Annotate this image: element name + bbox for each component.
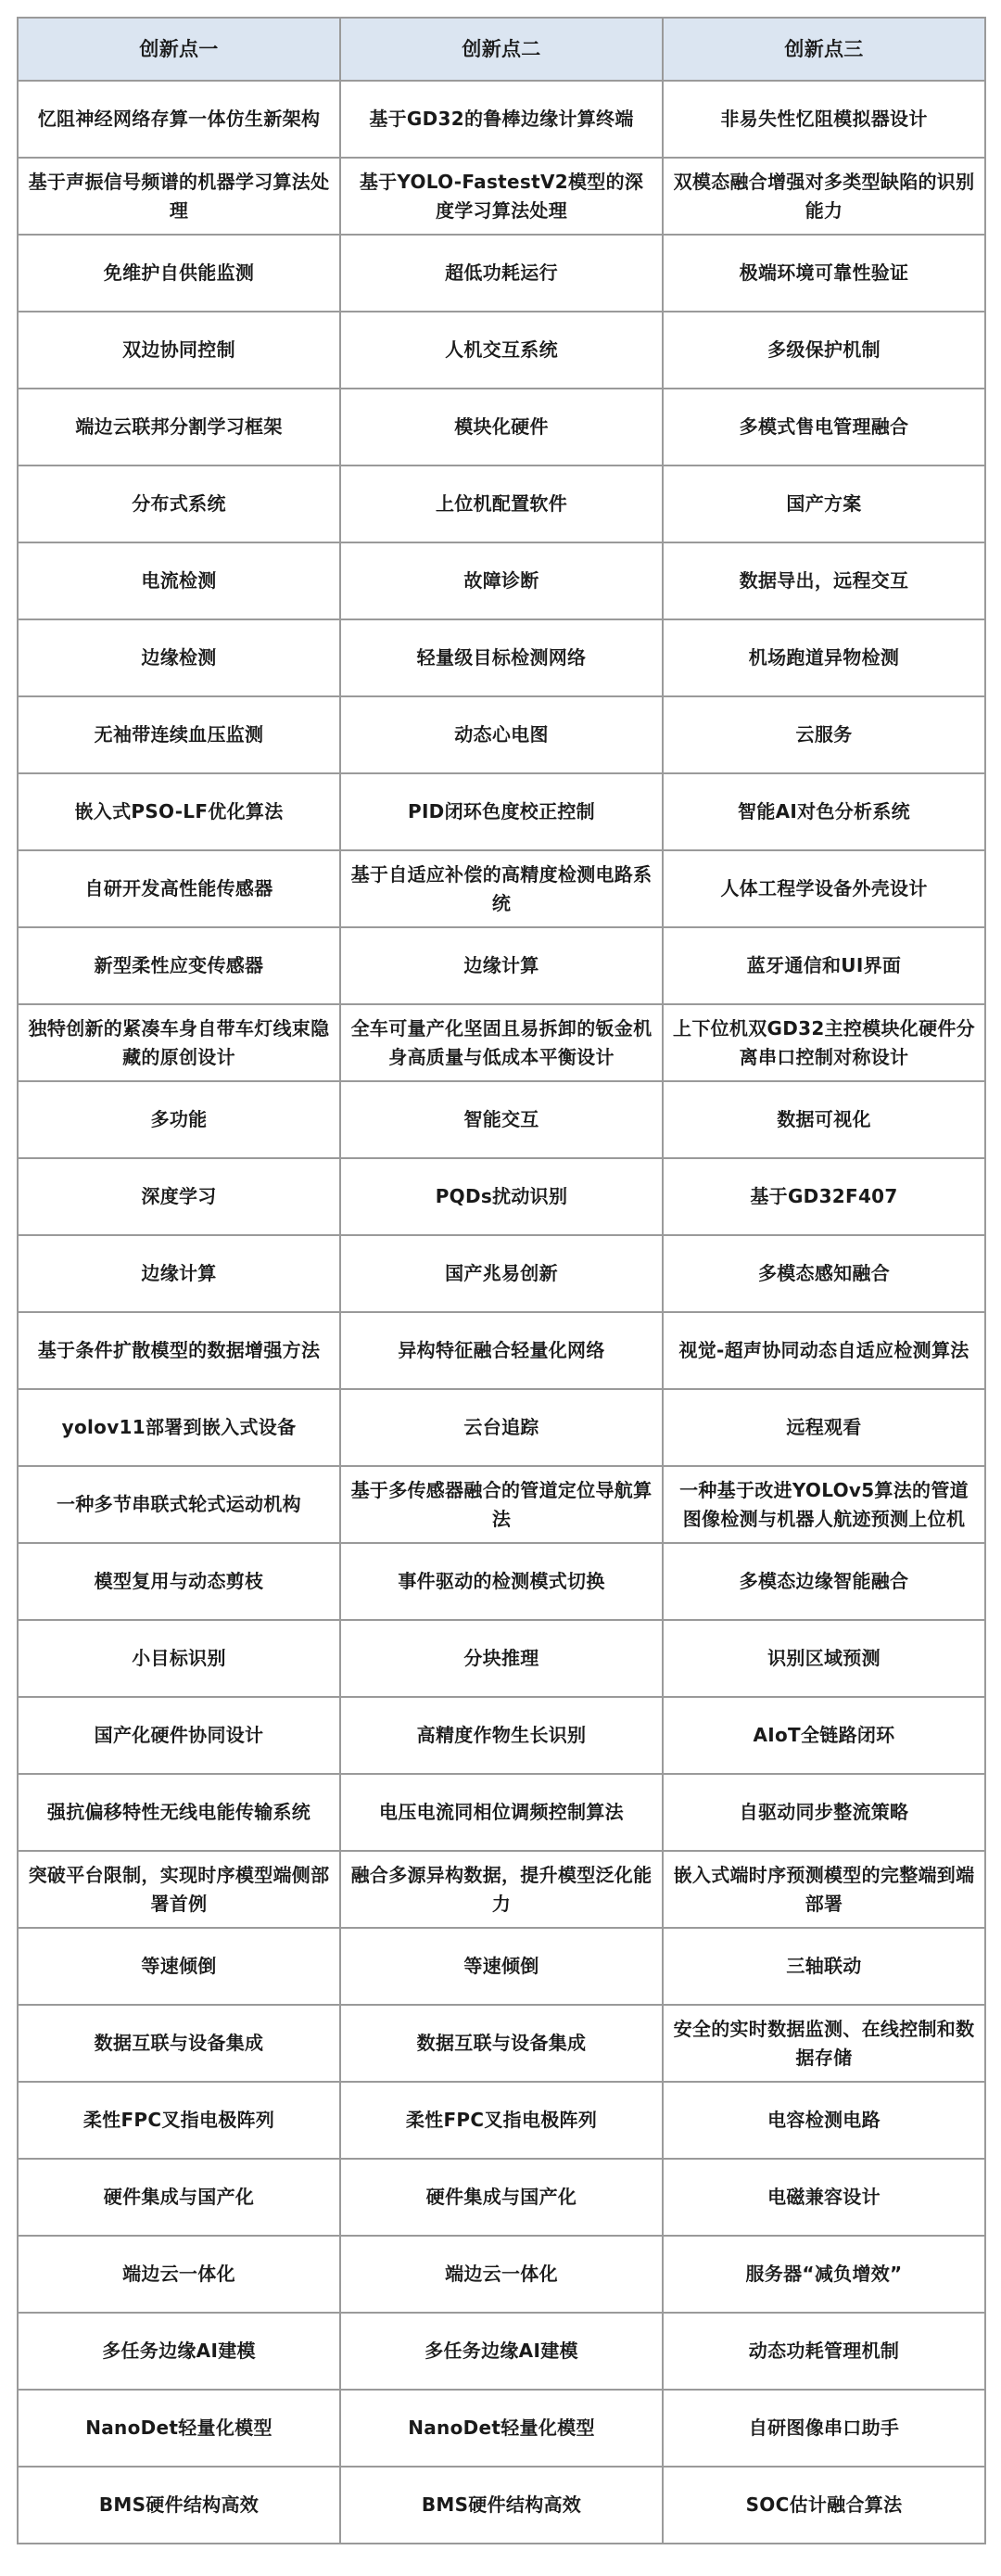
table-cell-innovation-1: 端边云一体化 — [18, 2236, 340, 2313]
table-row — [18, 2236, 985, 2313]
innovation-points-table — [17, 17, 986, 2544]
table-cell-innovation-3: 非易失性忆阻模拟器设计 — [663, 81, 985, 158]
table-row — [18, 2005, 985, 2082]
table-cell-innovation-1: 边缘计算 — [18, 1235, 340, 1312]
table-cell-innovation-2: 基于多传感器融合的管道定位导航算法 — [340, 1466, 663, 1543]
table-cell-innovation-3: 双模态融合增强对多类型缺陷的识别能力 — [663, 158, 985, 235]
table-cell-innovation-2: 全车可量产化坚固且易拆卸的钣金机身高质量与低成本平衡设计 — [340, 1004, 663, 1081]
table-row — [18, 773, 985, 850]
table-cell-innovation-2: 基于YOLO-FastestV2模型的深度学习算法处理 — [340, 158, 663, 235]
table-cell-innovation-3: 动态功耗管理机制 — [663, 2313, 985, 2390]
table-cell-innovation-2: 智能交互 — [340, 1081, 663, 1158]
table-row — [18, 1851, 985, 1928]
table-cell-innovation-1: 分布式系统 — [18, 465, 340, 542]
table-cell-innovation-1: 独特创新的紧凑车身自带车灯线束隐藏的原创设计 — [18, 1004, 340, 1081]
table-cell-innovation-2: 电压电流同相位调频控制算法 — [340, 1774, 663, 1851]
table-cell-innovation-1: 强抗偏移特性无线电能传输系统 — [18, 1774, 340, 1851]
table-cell-innovation-1: 多功能 — [18, 1081, 340, 1158]
table-cell-innovation-3: 多模态边缘智能融合 — [663, 1543, 985, 1620]
table-cell-innovation-2: 数据互联与设备集成 — [340, 2005, 663, 2082]
table-row — [18, 1620, 985, 1697]
table-row — [18, 2159, 985, 2236]
table-cell-innovation-2: 模块化硬件 — [340, 389, 663, 465]
header-innovation-3: 创新点三 — [663, 18, 985, 81]
table-cell-innovation-3: 基于GD32F407 — [663, 1158, 985, 1235]
table-row — [18, 1389, 985, 1466]
table-cell-innovation-1: 一种多节串联式轮式运动机构 — [18, 1466, 340, 1543]
table-cell-innovation-3: AIoT全链路闭环 — [663, 1697, 985, 1774]
table-row — [18, 81, 985, 158]
table-cell-innovation-2: 事件驱动的检测模式切换 — [340, 1543, 663, 1620]
table-cell-innovation-3: 自研图像串口助手 — [663, 2390, 985, 2467]
table-cell-innovation-2: 融合多源异构数据，提升模型泛化能力 — [340, 1851, 663, 1928]
table-cell-innovation-3: 云服务 — [663, 696, 985, 773]
table-row — [18, 465, 985, 542]
table-cell-innovation-1: 柔性FPC叉指电极阵列 — [18, 2082, 340, 2159]
table-cell-innovation-2: 故障诊断 — [340, 542, 663, 619]
table-cell-innovation-3: 上下位机双GD32主控模块化硬件分离串口控制对称设计 — [663, 1004, 985, 1081]
table-cell-innovation-3: 多级保护机制 — [663, 312, 985, 389]
table-cell-innovation-2: 高精度作物生长识别 — [340, 1697, 663, 1774]
table-cell-innovation-1: 双边协同控制 — [18, 312, 340, 389]
table-cell-innovation-2: 柔性FPC叉指电极阵列 — [340, 2082, 663, 2159]
table-row — [18, 619, 985, 696]
table-cell-innovation-3: 识别区域预测 — [663, 1620, 985, 1697]
table-cell-innovation-3: 三轴联动 — [663, 1928, 985, 2005]
table-cell-innovation-1: BMS硬件结构高效 — [18, 2467, 340, 2544]
table-cell-innovation-1: 无袖带连续血压监测 — [18, 696, 340, 773]
table-row — [18, 1774, 985, 1851]
table-cell-innovation-2: PQDs扰动识别 — [340, 1158, 663, 1235]
table-cell-innovation-2: 轻量级目标检测网络 — [340, 619, 663, 696]
table-cell-innovation-3: 视觉-超声协同动态自适应检测算法 — [663, 1312, 985, 1389]
table-cell-innovation-2: 国产兆易创新 — [340, 1235, 663, 1312]
table-row — [18, 1543, 985, 1620]
table-cell-innovation-1: 基于条件扩散模型的数据增强方法 — [18, 1312, 340, 1389]
table-body — [18, 81, 985, 2544]
table-cell-innovation-2: PID闭环色度校正控制 — [340, 773, 663, 850]
table-row — [18, 1312, 985, 1389]
table-cell-innovation-1: yolov11部署到嵌入式设备 — [18, 1389, 340, 1466]
table-cell-innovation-1: 模型复用与动态剪枝 — [18, 1543, 340, 1620]
table-cell-innovation-3: 一种基于改进YOLOv5算法的管道图像检测与机器人航迹预测上位机 — [663, 1466, 985, 1543]
table-cell-innovation-3: 智能AI对色分析系统 — [663, 773, 985, 850]
table-row — [18, 389, 985, 465]
table-cell-innovation-3: 多模式售电管理融合 — [663, 389, 985, 465]
header-innovation-1: 创新点一 — [18, 18, 340, 81]
table-cell-innovation-2: 超低功耗运行 — [340, 235, 663, 312]
table-cell-innovation-2: 人机交互系统 — [340, 312, 663, 389]
table-cell-innovation-3: 自驱动同步整流策略 — [663, 1774, 985, 1851]
table-cell-innovation-1: 硬件集成与国产化 — [18, 2159, 340, 2236]
table-cell-innovation-1: 电流检测 — [18, 542, 340, 619]
table-cell-innovation-2: 异构特征融合轻量化网络 — [340, 1312, 663, 1389]
table-cell-innovation-3: 数据可视化 — [663, 1081, 985, 1158]
table-row — [18, 1235, 985, 1312]
table-row — [18, 1081, 985, 1158]
table-row — [18, 542, 985, 619]
table-row — [18, 1158, 985, 1235]
table-cell-innovation-2: 云台追踪 — [340, 1389, 663, 1466]
header-row — [18, 18, 985, 81]
table-header — [18, 18, 985, 81]
table-cell-innovation-3: 电磁兼容设计 — [663, 2159, 985, 2236]
table-cell-innovation-1: 多任务边缘AI建模 — [18, 2313, 340, 2390]
table-cell-innovation-3: 极端环境可靠性验证 — [663, 235, 985, 312]
table-cell-innovation-3: 多模态感知融合 — [663, 1235, 985, 1312]
table-cell-innovation-1: 突破平台限制，实现时序模型端侧部署首例 — [18, 1851, 340, 1928]
table-cell-innovation-1: 数据互联与设备集成 — [18, 2005, 340, 2082]
table-cell-innovation-1: 免维护自供能监测 — [18, 235, 340, 312]
table-cell-innovation-1: 端边云联邦分割学习框架 — [18, 389, 340, 465]
table-cell-innovation-2: 端边云一体化 — [340, 2236, 663, 2313]
table-cell-innovation-2: 基于自适应补偿的高精度检测电路系统 — [340, 850, 663, 927]
table-cell-innovation-1: 忆阻神经网络存算一体仿生新架构 — [18, 81, 340, 158]
table-cell-innovation-2: NanoDet轻量化模型 — [340, 2390, 663, 2467]
table-cell-innovation-3: 嵌入式端时序预测模型的完整端到端部署 — [663, 1851, 985, 1928]
table-row — [18, 2467, 985, 2544]
table-row — [18, 1466, 985, 1543]
table-cell-innovation-2: 分块推理 — [340, 1620, 663, 1697]
table-cell-innovation-3: 人体工程学设备外壳设计 — [663, 850, 985, 927]
header-innovation-2: 创新点二 — [340, 18, 663, 81]
table-cell-innovation-3: 远程观看 — [663, 1389, 985, 1466]
table-row — [18, 1004, 985, 1081]
table-row — [18, 312, 985, 389]
table-cell-innovation-3: 服务器“减负增效” — [663, 2236, 985, 2313]
table-cell-innovation-3: 数据导出，远程交互 — [663, 542, 985, 619]
table-row — [18, 696, 985, 773]
table-row — [18, 2390, 985, 2467]
table-row — [18, 2082, 985, 2159]
table-row — [18, 235, 985, 312]
table-cell-innovation-3: 电容检测电路 — [663, 2082, 985, 2159]
table-row — [18, 158, 985, 235]
table-cell-innovation-1: 嵌入式PSO-LF优化算法 — [18, 773, 340, 850]
table-cell-innovation-3: 蓝牙通信和UI界面 — [663, 927, 985, 1004]
table-cell-innovation-3: 机场跑道异物检测 — [663, 619, 985, 696]
table-cell-innovation-1: 基于声振信号频谱的机器学习算法处理 — [18, 158, 340, 235]
table-cell-innovation-2: 边缘计算 — [340, 927, 663, 1004]
table-row — [18, 2313, 985, 2390]
table-cell-innovation-3: 国产方案 — [663, 465, 985, 542]
table-cell-innovation-1: 深度学习 — [18, 1158, 340, 1235]
table-cell-innovation-2: 上位机配置软件 — [340, 465, 663, 542]
table-cell-innovation-2: 动态心电图 — [340, 696, 663, 773]
table-cell-innovation-3: SOC估计融合算法 — [663, 2467, 985, 2544]
table-cell-innovation-1: 国产化硬件协同设计 — [18, 1697, 340, 1774]
table-row — [18, 927, 985, 1004]
table-cell-innovation-2: BMS硬件结构高效 — [340, 2467, 663, 2544]
table-cell-innovation-1: 边缘检测 — [18, 619, 340, 696]
table-row — [18, 1928, 985, 2005]
table-cell-innovation-1: 小目标识别 — [18, 1620, 340, 1697]
table-cell-innovation-1: 等速倾倒 — [18, 1928, 340, 2005]
table-row — [18, 850, 985, 927]
table-cell-innovation-2: 基于GD32的鲁棒边缘计算终端 — [340, 81, 663, 158]
table-cell-innovation-1: NanoDet轻量化模型 — [18, 2390, 340, 2467]
table-cell-innovation-1: 新型柔性应变传感器 — [18, 927, 340, 1004]
table-cell-innovation-2: 硬件集成与国产化 — [340, 2159, 663, 2236]
table-cell-innovation-2: 等速倾倒 — [340, 1928, 663, 2005]
table-cell-innovation-1: 自研开发高性能传感器 — [18, 850, 340, 927]
table-row — [18, 1697, 985, 1774]
table-cell-innovation-3: 安全的实时数据监测、在线控制和数据存储 — [663, 2005, 985, 2082]
table-cell-innovation-2: 多任务边缘AI建模 — [340, 2313, 663, 2390]
